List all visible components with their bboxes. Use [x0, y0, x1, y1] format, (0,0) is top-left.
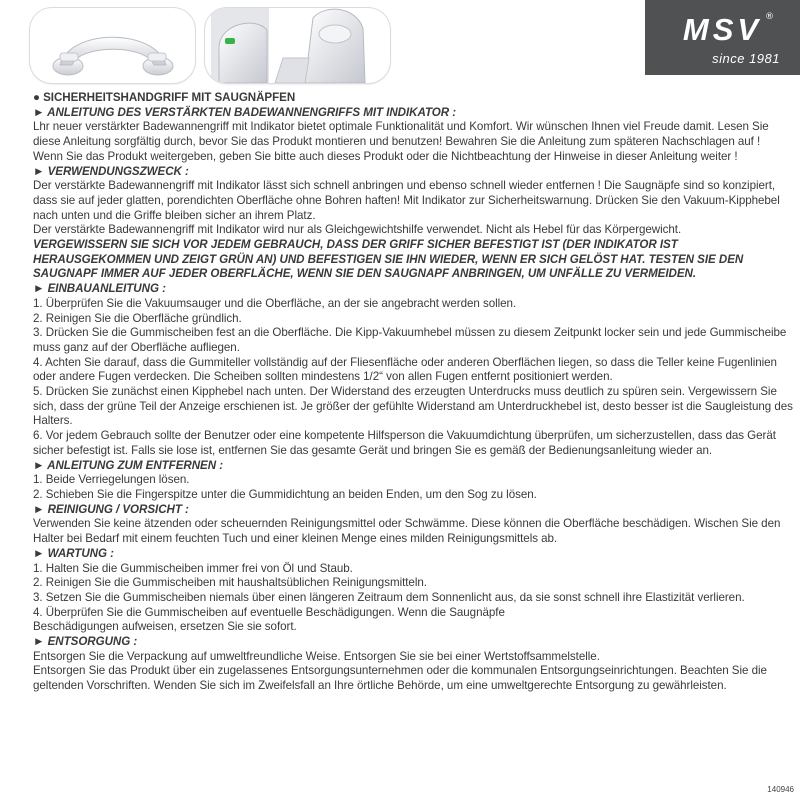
warning-text: VERGEWISSERN SIE SICH VOR JEDEM GEBRAUCH, DASS DER GRIFF SICHER BEFESTIGT IST (DER INDIKATOR IST HERAUSGEKOMMEN UND ZEIGT GRÜN AN) UND BEFESTIGEN SIE IHN WIEDER, WENN ER SICH GELÖST HAT. TESTEN SIE DEN SAUGNAPF IMMER AUF JEDER OBERFLÄCHE, WENN SIE DEN SAUGNAPF ANBRINGEN, UM UNFÄLLE ZU VERMEIDEN.: [33, 238, 744, 281]
section-heading: ► ANLEITUNG DES VERSTÄRKTEN BADEWANNENGRIFFS MIT INDIKATOR :: [33, 105, 457, 119]
suction-cup-indicator-image: [205, 8, 390, 83]
section-heading: ► VERWENDUNGSZWECK :: [33, 164, 189, 178]
paragraph: Verwenden Sie keine ätzenden oder scheuernden Reinigungsmittel oder Schwämme. Diese können die Oberfläche beschädigen. Wischen Sie den Halter bei Bedarf mit einem feuchten Tuch und einer kleinen Menge eines milden Reinigungsmittels ab.: [33, 517, 781, 546]
paragraph: Der verstärkte Badewannengriff mit Indikator lässt sich schnell anbringen und ebenso schnell wieder entfernen ! Die Saugnäpfe sind so konzipiert, dass sie auf jeder glatten, porendichten Oberfläche ohne Bohren haften! Mit Indikator zur Sicherheitswarnung. Drücken Sie den Vakuum-Kipphebel nach unten und die Griffe bleiben sicher an ihrem Platz.: [33, 179, 780, 222]
section-heading: ► ANLEITUNG ZUM ENTFERNEN :: [33, 458, 224, 472]
paragraph: 2. Schieben Sie die Fingerspitze unter die Gummidichtung an beiden Enden, um den Sog zu lösen.: [33, 487, 537, 501]
paragraph: 2. Reinigen Sie die Gummischeiben mit haushaltsüblichen Reinigungsmitteln.: [33, 576, 427, 590]
brand-since: since 1981: [712, 51, 780, 66]
section-heading: ► WARTUNG :: [33, 546, 114, 560]
suction-cup-indicator-icon: [205, 8, 390, 83]
registered-mark: ®: [765, 12, 774, 22]
paragraph: Der verstärkte Badewannengriff mit Indikator wird nur als Gleichgewichtshilfe verwendet. Nicht als Hebel für das Körpergewicht.: [33, 223, 682, 237]
paragraph: 3. Setzen Sie die Gummischeiben niemals über einen längeren Zeitraum dem Sonnenlicht aus, da sie sonst schnell ihre Elastizität verlieren.: [33, 590, 745, 604]
section-heading: ► REINIGUNG / VORSICHT :: [33, 502, 189, 516]
brand-name: MSV: [682, 12, 763, 47]
paragraph: 3. Drücken Sie die Gummischeiben fest an die Oberfläche. Die Kipp-Vakuumhebel müssen zu diesem Zeitpunkt locker sein und jede Gummischeibe muss ganz auf der Oberfläche aufliegen.: [33, 326, 787, 354]
paragraph: Entsorgen Sie das Produkt über ein zugelassenes Entsorgungsunternehmen oder die kommunalen Entsorgungseinrichtungen. Beachten Sie die geltenden Vorschriften. Wenden Sie sich im Zweifelsfall an Ihre örtliche Behörde, um eine umweltgerechte Entsorgung zu gewährleisten.: [33, 664, 767, 693]
paragraph: 1. Halten Sie die Gummischeiben immer frei von Öl und Staub.: [33, 561, 353, 575]
paragraph: 2. Reinigen Sie die Oberfläche gründlich.: [33, 311, 242, 325]
product-images: [30, 0, 390, 85]
paragraph: 6. Vor jedem Gebrauch sollte der Benutzer oder eine kompetente Hilfsperson die Vakuumdichtung überprüfen, um sicherzustellen, dass das Gerät sicher befestigt ist. Falls sie lose ist, entfernen Sie das gesamte Gerät und bringen Sie es gemäß der Bedienungsanleitung wieder an.: [33, 429, 776, 457]
section-heading: ► ENTSORGUNG :: [33, 635, 138, 649]
grab-handle-image: [30, 8, 195, 83]
section-heading: ► EINBAUANLEITUNG :: [33, 282, 166, 296]
paragraph: 1. Beide Verriegelungen lösen.: [33, 473, 190, 487]
paragraph: 4. Achten Sie darauf, dass die Gummiteller vollständig auf der Fliesenfläche oder anderen Oberflächen liegen, so dass die Teller keine Fugenlinien oder andere Fugen verdecken. Die Scheiben sollten mindestens 1/2“ von allen Fugen entfernt positioniert werden.: [33, 355, 777, 384]
paragraph: Lhr neuer verstärkter Badewannengriff mit Indikator bietet optimale Funktionalität und Komfort. Wir wünschen Ihnen viel Freude damit. Lesen Sie diese Anleitung sorgfältig durch, bevor Sie das Produkt montieren und benutzen! Bewahren Sie die Anleitung zum späteren Nachschlagen auf ! Wenn Sie das Produkt weitergeben, geben Sie bitte auch dieses Produkt oder die Nichtbeachtung der Hinweise in dieser Anleitung weiter !: [33, 120, 769, 163]
product-code: 140946: [767, 785, 794, 794]
paragraph: 5. Drücken Sie zunächst einen Kipphebel nach unten. Der Widerstand des erzeugten Unterdrucks muss deutlich zu spüren sein. Vergewissern Sie sich, dass der grüne Teil der Anzeige erschienen ist. Je größer der gefühlte Widerstand am Unterdruckhebel ist, desto besser ist die Saugleistung des Halters.: [33, 385, 793, 428]
paragraph: 4. Überprüfen Sie die Gummischeiben auf eventuelle Beschädigungen. Wenn die Saugnäpfe: [33, 605, 505, 619]
brand-logo: [645, 0, 800, 75]
grab-handle-icon: [30, 8, 195, 83]
paragraph: Beschädigungen aufweisen, ersetzen Sie sie sofort.: [33, 620, 297, 634]
instructions-document: [33, 91, 793, 694]
paragraph: Entsorgen Sie die Verpackung auf umweltfreundliche Weise. Entsorgen Sie sie bei einer Wertstoffsammelstelle.: [33, 649, 600, 663]
document-title: ● SICHERHEITSHANDGRIFF MIT SAUGNÄPFEN: [33, 91, 296, 104]
paragraph: 1. Überprüfen Sie die Vakuumsauger und die Oberfläche, an der sie angebracht werden sollen.: [33, 296, 517, 310]
